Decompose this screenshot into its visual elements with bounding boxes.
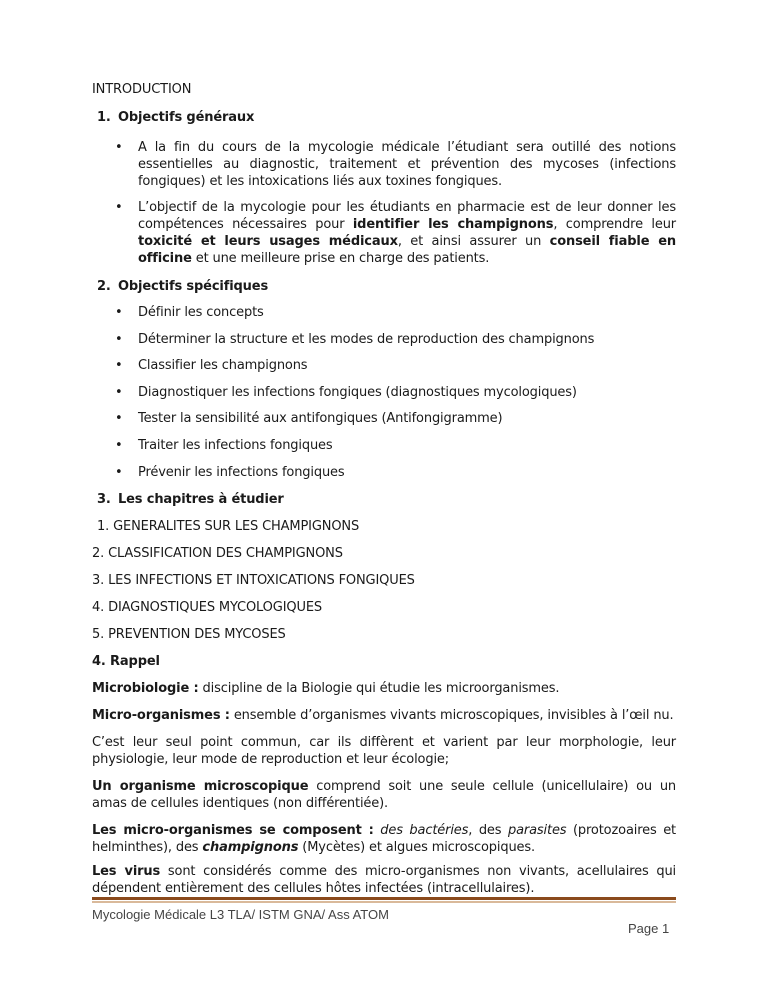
section4-title: 4. Rappel xyxy=(92,654,160,669)
footer-rule-accent xyxy=(92,901,676,903)
section2-bullet: Tester la sensibilité aux antifongiques (Antifongigramme) xyxy=(138,411,503,426)
footer-rule xyxy=(92,897,676,900)
bold-italic-span: champignons xyxy=(202,840,299,855)
bullet-icon: • xyxy=(115,200,123,215)
definition-microbiologie xyxy=(92,680,559,697)
paragraph-virus xyxy=(92,863,676,897)
text-span: , et ainsi assurer un xyxy=(397,234,550,249)
chapter-item: 1. GENERALITES SUR LES CHAMPIGNONS xyxy=(97,519,360,534)
paragraph-organisme xyxy=(92,778,676,812)
section2-bullet: Déterminer la structure et les modes de reproduction des champignons xyxy=(138,332,595,347)
bullet-icon: • xyxy=(115,358,123,373)
italic-span: des bactéries xyxy=(380,823,469,838)
chapter-item: 2. CLASSIFICATION DES CHAMPIGNONS xyxy=(92,546,343,561)
italic-span: parasites xyxy=(507,823,567,838)
text-span: , des xyxy=(468,823,508,838)
chapter-item: 4. DIAGNOSTIQUES MYCOLOGIQUES xyxy=(92,600,322,615)
definition: ensemble d’organismes vivants microscopiques, invisibles à l’œil nu. xyxy=(229,708,674,723)
section1-number: 1. xyxy=(97,110,111,125)
section2-bullet: Classifier les champignons xyxy=(138,358,308,373)
section3-number: 3. xyxy=(97,492,111,507)
footer-text: Mycologie Médicale L3 TLA/ ISTM GNA/ Ass ATOM xyxy=(92,907,389,922)
text-span: , comprendre leur xyxy=(553,217,676,232)
bullet-icon: • xyxy=(115,385,123,400)
section2-title: Objectifs spécifiques xyxy=(118,279,269,294)
section2-bullet: Diagnostiquer les infections fongiques (diagnostiques mycologiques) xyxy=(138,385,577,400)
section1-bullet-2 xyxy=(138,199,676,267)
intro-title: INTRODUCTION xyxy=(92,82,192,97)
term: Un organisme microscopique xyxy=(92,779,309,794)
section2-bullet: Prévenir les infections fongiques xyxy=(138,465,345,480)
term: Micro-organismes : xyxy=(92,708,230,723)
term: Les virus xyxy=(92,864,161,879)
bullet-icon: • xyxy=(115,465,123,480)
definition-micro-organismes xyxy=(92,707,673,724)
section3-title: Les chapitres à étudier xyxy=(118,492,284,507)
definition: discipline de la Biologie qui étudie les microorganismes. xyxy=(198,681,560,696)
text-span: (Mycètes) et algues microscopiques. xyxy=(298,840,536,855)
term: Microbiologie : xyxy=(92,681,199,696)
term: Les micro-organismes se composent : xyxy=(92,823,374,838)
bullet-icon: • xyxy=(115,411,123,426)
section2-bullet: Traiter les infections fongiques xyxy=(138,438,333,453)
section1-title: Objectifs généraux xyxy=(118,110,255,125)
emphasis-span: identifier les champignons xyxy=(352,217,554,232)
bullet-icon: • xyxy=(115,305,123,320)
section2-bullet: Définir les concepts xyxy=(138,305,264,320)
text-span: et une meilleure prise en charge des patients. xyxy=(191,251,490,266)
bullet-icon: • xyxy=(115,332,123,347)
paragraph-composition xyxy=(92,822,676,856)
page-number: Page 1 xyxy=(628,921,670,936)
section2-number: 2. xyxy=(97,279,111,294)
emphasis-span: conseil fiable en officine xyxy=(138,234,676,266)
section1-bullet-1: A la fin du cours de la mycologie médicale l’étudiant sera outillé des notions essentielles au diagnostic, traitement et prévention des mycoses (infections fongiques) et les intoxications liés aux toxines fongiques. xyxy=(138,140,676,189)
definition: sont considérés comme des micro-organismes non vivants, acellulaires qui dépendent entièrement des cellules hôtes infectées (intracellulaires). xyxy=(92,864,676,896)
bullet-icon: • xyxy=(115,140,123,155)
chapter-item: 5. PREVENTION DES MYCOSES xyxy=(92,627,286,642)
chapter-item: 3. LES INFECTIONS ET INTOXICATIONS FONGIQUES xyxy=(92,573,415,588)
emphasis-span: toxicité et leurs usages médicaux xyxy=(138,234,398,249)
definition: comprend soit une seule cellule (unicellulaire) ou un amas de cellules identiques (non différentiée). xyxy=(92,779,676,811)
paragraph-commun: C’est leur seul point commun, car ils diffèrent et varient par leur morphologie, leur physiologie, leur mode de reproduction et leur écologie; xyxy=(92,735,676,767)
bullet-icon: • xyxy=(115,438,123,453)
text-span: (protozoaires et helminthes), des xyxy=(92,823,676,855)
text-span: L’objectif de la mycologie pour les étudiants en pharmacie est de leur donner les compétences nécessaires pour xyxy=(138,200,676,232)
